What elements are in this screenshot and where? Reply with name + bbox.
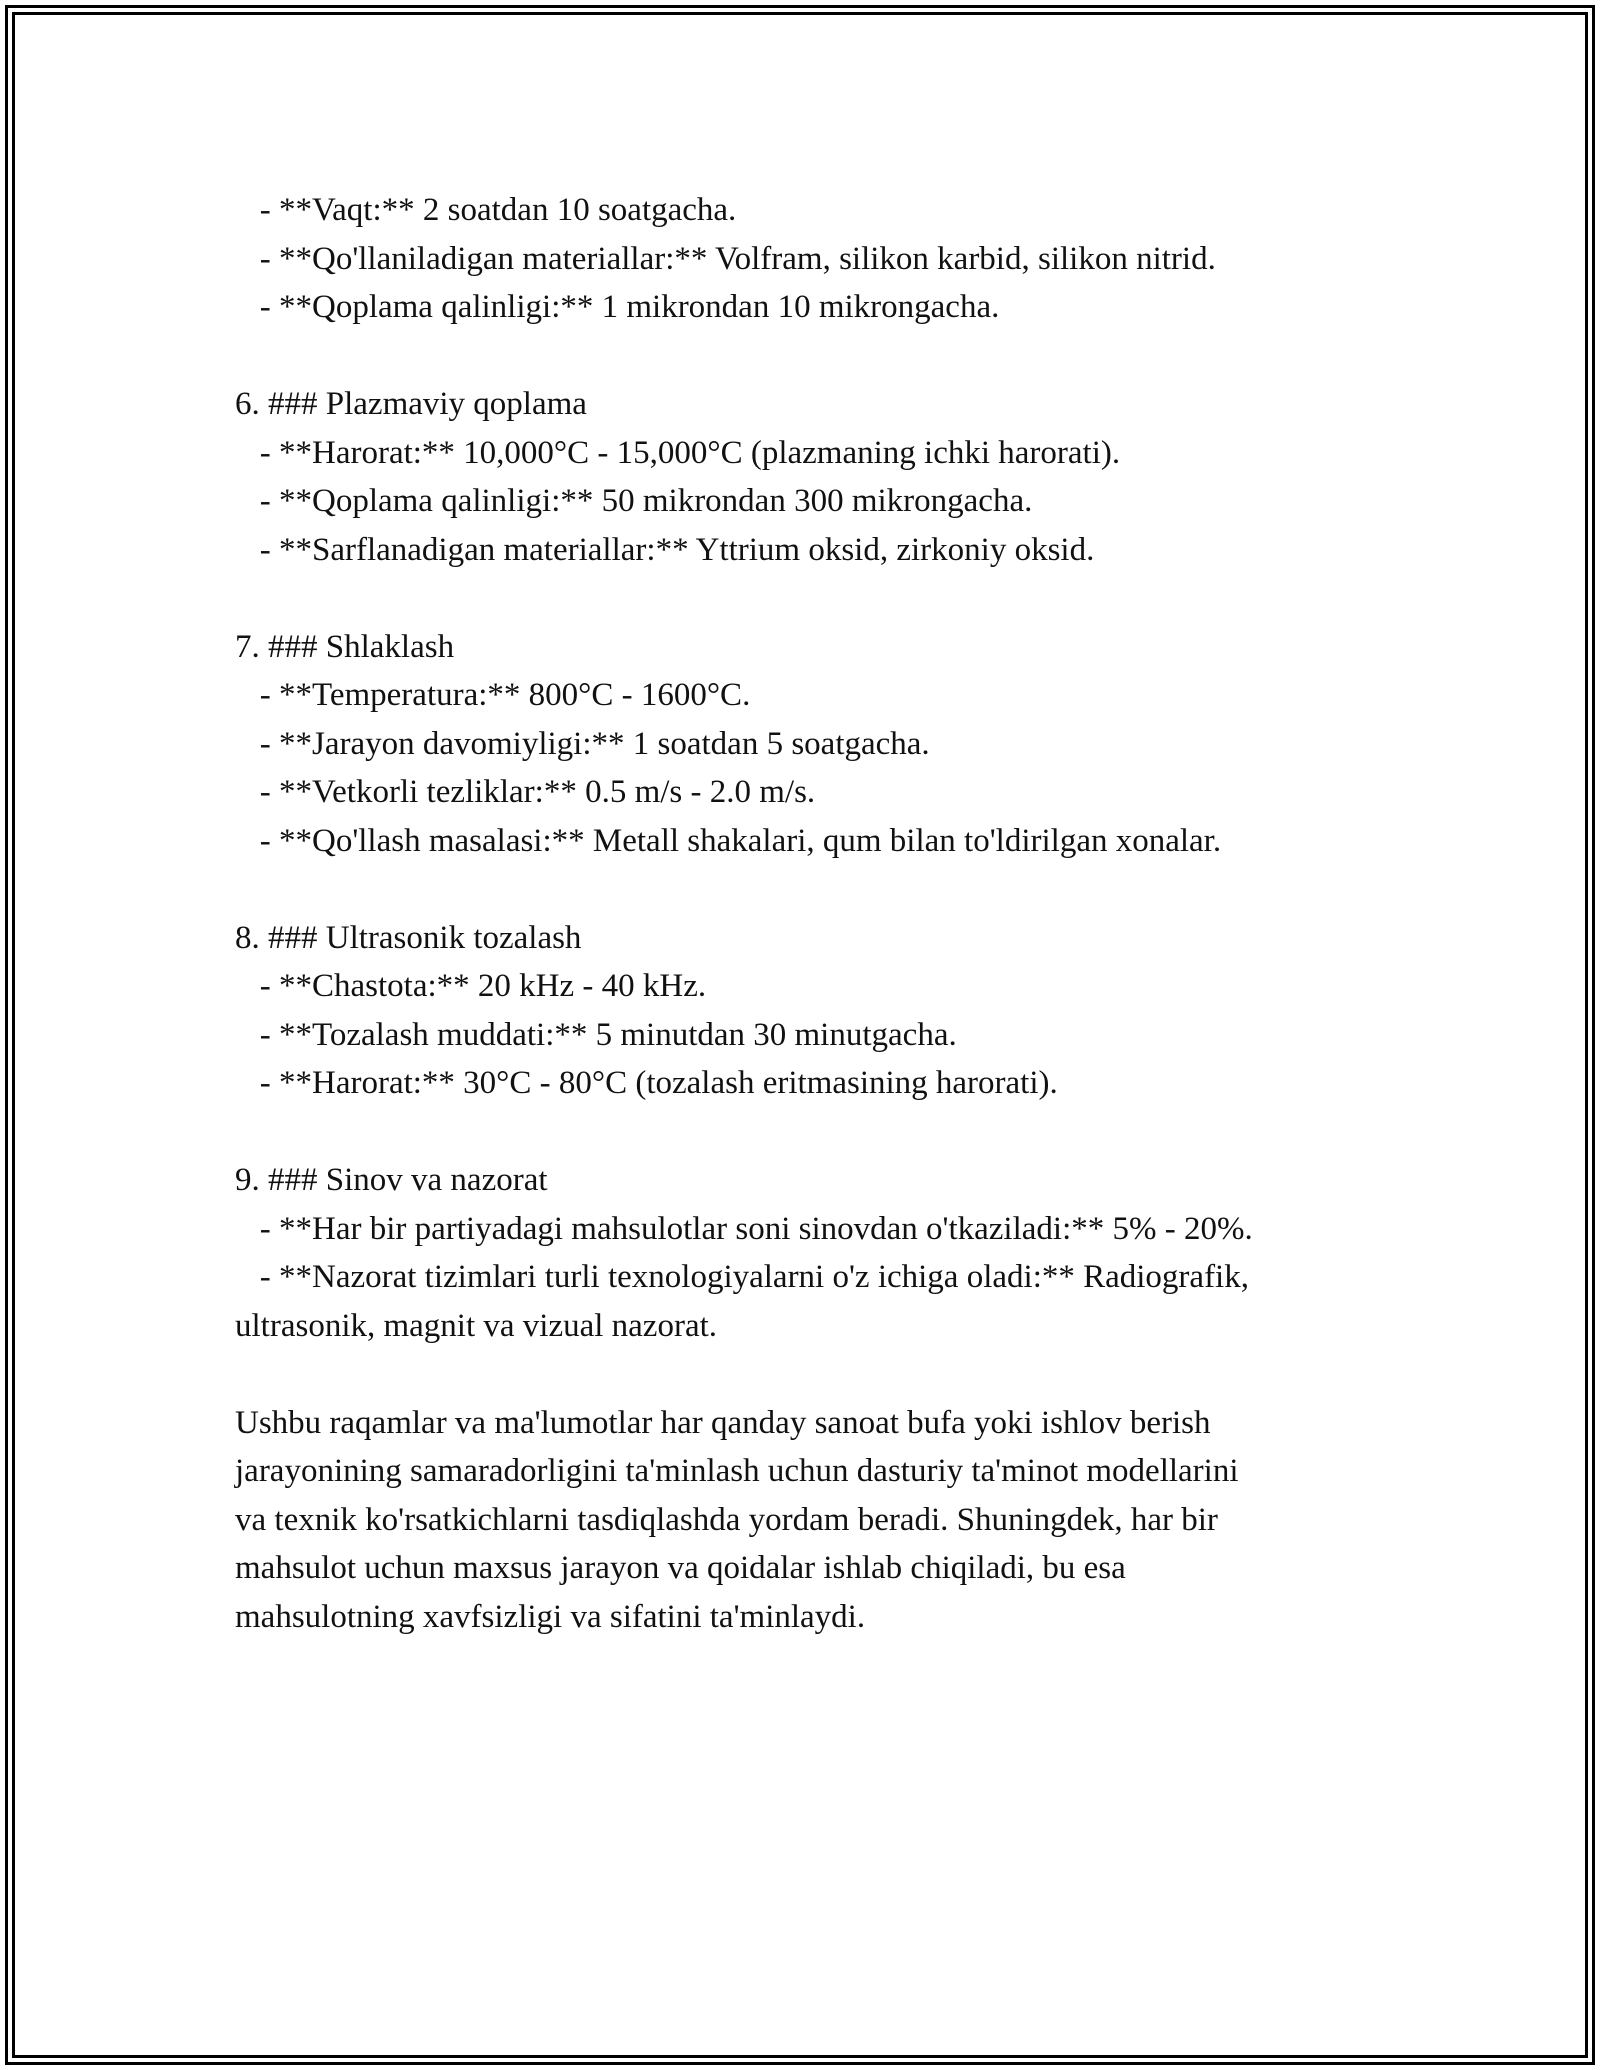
list-item: - **Chastota:** 20 kHz - 40 kHz. — [235, 968, 707, 1004]
list-item-continuation: ultrasonik, magnit va vizual nazorat. — [235, 1307, 718, 1344]
spacer — [235, 865, 1415, 914]
spacer — [235, 1350, 1415, 1399]
list-item: - **Tozalash muddati:** 5 minutdan 30 minutgacha. — [235, 1016, 957, 1053]
document-body — [235, 186, 1415, 1641]
list-item: - **Har bir partiyadagi mahsulotlar soni sinovdan o'tkaziladi:** 5% - 20%. — [235, 1210, 1253, 1247]
closing-paragraph-line: va texnik ko'rsatkichlarni tasdiqlashda yordam beradi. Shuningdek, har bir — [235, 1501, 1218, 1538]
spacer — [235, 332, 1415, 381]
section-heading: 9. ### Sinov va nazorat — [235, 1162, 548, 1198]
closing-paragraph-line: mahsulotning xavfsizligi va sifatini ta'minlaydi. — [235, 1598, 866, 1635]
list-item: - **Qo'llaniladigan materiallar:** Volfram, silikon karbid, silikon nitrid. — [235, 240, 1216, 277]
spacer — [235, 1108, 1415, 1157]
section-heading: 8. ### Ultrasonik tozalash — [235, 919, 582, 956]
list-item: - **Vetkorli tezliklar:** 0.5 m/s - 2.0 m/s. — [235, 774, 816, 810]
section-heading: 6. ### Plazmaviy qoplama — [235, 386, 587, 422]
closing-paragraph-line: mahsulot uchun maxsus jarayon va qoidalar ishlab chiqiladi, bu esa — [235, 1550, 1126, 1586]
list-item: - **Qoplama qalinligi:** 50 mikrondan 300 mikrongacha. — [235, 483, 1033, 519]
spacer — [235, 574, 1415, 623]
list-item: - **Nazorat tizimlari turli texnologiyalarni o'z ichiga oladi:** Radiografik, — [235, 1259, 1249, 1295]
list-item: - **Harorat:** 30°C - 80°C (tozalash eritmasining harorati). — [235, 1065, 1058, 1101]
list-item: - **Sarflanadigan materiallar:** Yttrium oksid, zirkoniy oksid. — [235, 531, 1095, 568]
list-item: - **Jarayon davomiyligi:** 1 soatdan 5 soatgacha. — [235, 725, 930, 762]
list-item: - **Vaqt:** 2 soatdan 10 soatgacha. — [235, 192, 737, 228]
closing-paragraph-line: Ushbu raqamlar va ma'lumotlar har qanday sanoat bufa yoki ishlov berish — [235, 1404, 1211, 1441]
list-item: - **Qoplama qalinligi:** 1 mikrondan 10 mikrongacha. — [235, 289, 1000, 325]
list-item: - **Harorat:** 10,000°C - 15,000°C (plazmaning ichki harorati). — [235, 434, 1121, 471]
list-item: - **Temperatura:** 800°C - 1600°C. — [235, 677, 751, 713]
closing-paragraph-line: jarayonining samaradorligini ta'minlash uchun dasturiy ta'minot modellarini — [235, 1453, 1239, 1489]
section-heading: 7. ### Shlaklash — [235, 628, 455, 665]
list-item: - **Qo'llash masalasi:** Metall shakalari, qum bilan to'ldirilgan xonalar. — [235, 822, 1222, 859]
